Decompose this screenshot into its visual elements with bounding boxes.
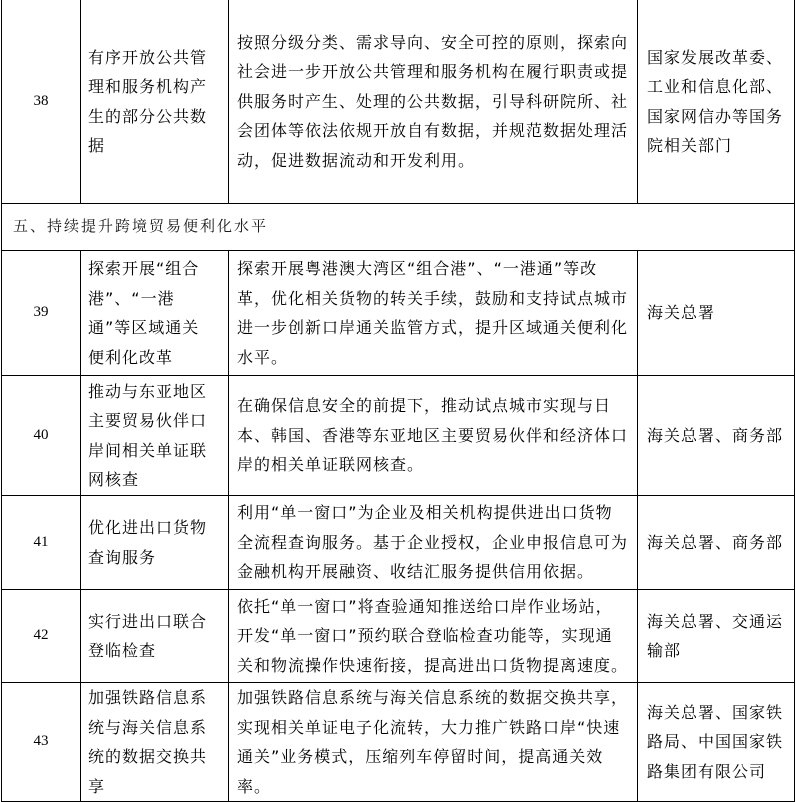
content-line: 在确保信息安全的前提下，推动试点城市实现与日 [237, 396, 612, 416]
item-name-line: 主要贸易伙伴口 [88, 411, 208, 430]
item-name-cell [81, 590, 229, 683]
policy-table [1, 0, 795, 802]
item-number: 39 [33, 304, 49, 321]
item-name-cell [81, 683, 229, 802]
item-number-cell [2, 376, 81, 496]
content-line: 实现相关单证电子化流转，大力推广铁路口岸“快速 [237, 717, 621, 737]
table-row [2, 0, 795, 204]
department-line: 海关总署、商务部 [647, 532, 784, 552]
item-name-line: 统的数据交换共 [88, 747, 208, 766]
department-line: 海关总署、交通运 [647, 611, 784, 631]
table-row [2, 590, 795, 683]
department-cell [638, 683, 795, 802]
section-header: 五、持续提升跨境贸易便利化水平 [2, 204, 795, 251]
content-line: 依托“单一窗口”将查验通知推送给口岸作业场站， [237, 596, 613, 616]
department-line: 输部 [647, 641, 682, 660]
item-name-line: 登临检查 [88, 641, 157, 660]
item-number-cell [2, 683, 81, 802]
department-cell [638, 251, 795, 376]
item-name-line: 探索开展“组合 [88, 259, 200, 278]
item-number: 40 [33, 426, 49, 443]
item-number-cell [2, 496, 81, 590]
department-line: 国家网信办等国务 [647, 106, 784, 126]
department-line: 国家发展改革委、 [647, 47, 784, 67]
department-line: 院相关部门 [647, 136, 733, 155]
item-name-line: 享 [88, 776, 106, 796]
department-line: 海关总署、商务部 [647, 425, 784, 445]
item-name-cell [81, 496, 229, 590]
content-line: 水平。 [237, 347, 289, 367]
content-line: 岸的相关单证联网核查。 [237, 455, 425, 475]
department-cell [638, 376, 795, 496]
content-line: 供服务时产生、处理的公共数据，引导科研院所、社 [237, 91, 629, 111]
department-cell [638, 0, 795, 204]
content-line: 关和物流操作快速衔接，提高进出口货物提离速度。 [237, 655, 629, 675]
content-line: 利用“单一窗口”为企业及相关机构提供进出口货物 [237, 503, 613, 523]
item-number-cell [2, 590, 81, 683]
item-name-line: 有序开放公共管 [88, 47, 208, 67]
content-line: 社会进一步开放公共管理和服务机构在履行职责或提 [237, 62, 629, 82]
item-number: 43 [33, 733, 49, 750]
item-number-cell [2, 251, 81, 376]
content-line: 率。 [237, 776, 272, 796]
content-line: 进一步创新口岸通关监管方式，提升区域通关便利化 [237, 318, 629, 337]
section-row [2, 204, 795, 251]
department-line: 工业和信息化部、 [647, 77, 784, 96]
item-name-line: 港”、“一港 [88, 288, 175, 308]
content-cell [229, 683, 638, 802]
content-cell [229, 376, 638, 496]
content-line: 加强铁路信息系统与海关信息系统的数据交换共享， [237, 688, 629, 707]
item-number: 41 [33, 533, 49, 550]
item-number: 42 [33, 627, 49, 644]
item-name-line: 实行进出口联合 [88, 611, 208, 631]
item-name-line: 优化进出口货物 [88, 518, 208, 537]
item-name-line: 通”等区域通关 [88, 318, 200, 337]
content-cell [229, 590, 638, 683]
item-name-line: 统与海关信息系 [88, 717, 208, 737]
item-number-cell [2, 0, 81, 204]
item-name-line: 网核查 [88, 470, 140, 489]
department-cell [638, 590, 795, 683]
table-row [2, 496, 795, 590]
content-line: 探索开展粤港澳大湾区“组合港”、“一港通”等改 [237, 259, 598, 278]
department-line: 海关总署 [647, 303, 716, 323]
table-row [2, 251, 795, 376]
item-name-line: 岸间相关单证联 [88, 440, 208, 460]
content-line: 本、韩国、香港等东亚地区主要贸易伙伴和经济体口 [237, 425, 629, 445]
content-line: 按照分级分类、需求导向、安全可控的原则，探索向 [237, 32, 629, 52]
item-name-line: 据 [88, 136, 106, 155]
content-cell [229, 496, 638, 590]
item-name-line: 便利化改革 [88, 347, 174, 367]
content-line: 动，促进数据流动和开发利用。 [237, 150, 476, 170]
item-name-cell [81, 251, 229, 376]
item-number: 38 [33, 92, 49, 109]
content-line: 通关”业务模式，压缩列车停留时间，提高通关效 [237, 747, 604, 766]
item-name-line: 推动与东亚地区 [88, 381, 208, 401]
content-line: 开发“单一窗口”预约联合登临检查功能等，实现通 [237, 626, 613, 646]
table-row [2, 683, 795, 802]
department-line: 海关总署、国家铁 [647, 702, 784, 722]
item-name-cell [81, 0, 229, 204]
department-line: 路集团有限公司 [647, 761, 767, 781]
department-line: 路局、中国国家铁 [647, 732, 784, 752]
content-line: 会团体等依法依规开放自有数据，并规范数据处理活 [237, 121, 629, 141]
table-row [2, 376, 795, 496]
content-line: 金融机构开展融资、收结汇服务提供信用依据。 [237, 562, 595, 582]
item-name-line: 加强铁路信息系 [88, 688, 208, 707]
content-cell [229, 0, 638, 204]
content-line: 全流程查询服务。基于企业授权，企业申报信息可为 [237, 532, 629, 552]
item-name-line: 查询服务 [88, 547, 157, 567]
item-name-cell [81, 376, 229, 496]
item-name-line: 理和服务机构产 [88, 77, 208, 96]
content-cell [229, 251, 638, 376]
content-line: 革，优化相关货物的转关手续，鼓励和支持试点城市 [237, 288, 629, 308]
department-cell [638, 496, 795, 590]
item-name-line: 生的部分公共数 [88, 106, 208, 126]
